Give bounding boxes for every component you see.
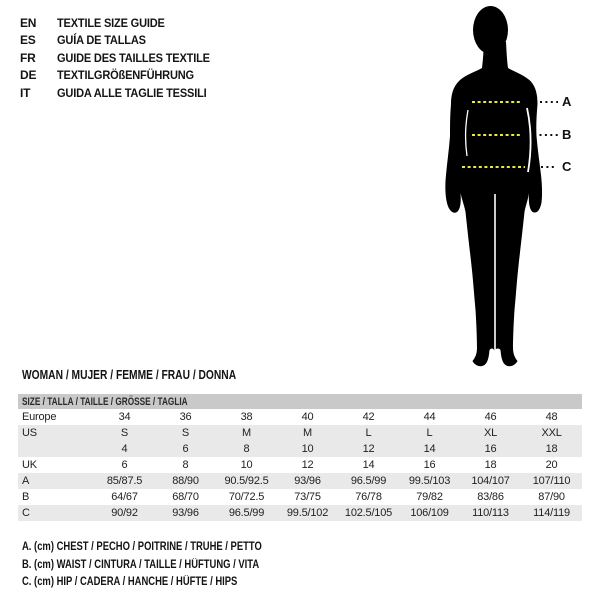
size-row-label: US: [22, 427, 37, 439]
size-value-cell: 10: [301, 443, 314, 455]
woman-figure-svg: [437, 0, 561, 372]
size-value-cell: S: [181, 427, 190, 439]
legend-item-text: C. (cm) HIP / CADERA / HANCHE / HÜFTE / HIPS: [22, 576, 238, 588]
language-label: TEXTILGRÖßENFÜHRUNG: [57, 68, 194, 83]
size-value-cell: 107/110: [532, 475, 571, 487]
size-value-cell: 93/96: [294, 475, 321, 487]
size-row-label: UK: [22, 459, 37, 471]
size-value-cell: L: [365, 427, 372, 439]
size-row: [18, 441, 582, 457]
size-value-cell: 76/78: [355, 491, 382, 503]
legend-item: [22, 576, 314, 594]
table-title-text: WOMAN / MUJER / FEMME / FRAU / DONNA: [22, 368, 237, 382]
size-value-cell: 48: [545, 411, 558, 423]
figure-area: [437, 0, 600, 372]
language-row: [20, 14, 223, 32]
size-value-cell: 85/87.5: [106, 475, 143, 487]
language-code: DE: [20, 68, 37, 83]
language-row: [20, 32, 223, 50]
size-value-cell: 40: [301, 411, 314, 423]
size-table: [18, 394, 582, 521]
size-value-cell: 12: [301, 459, 314, 471]
size-value-cell: 102.5/105: [344, 507, 393, 519]
language-code: ES: [20, 33, 36, 48]
size-value-cell: 16: [423, 459, 436, 471]
size-value-cell: XL: [483, 427, 498, 439]
table-title: [22, 368, 283, 382]
size-value-cell: 87/90: [538, 491, 565, 503]
size-value-cell: 110/113: [472, 507, 509, 519]
size-value-cell: 18: [484, 459, 497, 471]
language-code: FR: [20, 50, 36, 65]
measure-label-b: B: [562, 127, 572, 142]
size-value-cell: 90/92: [111, 507, 138, 519]
language-code: IT: [20, 85, 31, 100]
legend-item-text: B. (cm) WAIST / CINTURA / TAILLE / HÜFTUNG / VITA: [22, 558, 260, 571]
legend-item: [22, 559, 314, 577]
size-value-cell: 106/109: [410, 507, 449, 519]
size-row-label: B: [22, 491, 30, 503]
table-header-bar: [18, 394, 582, 409]
language-label: GUÍA DE TALLAS: [57, 33, 146, 48]
silhouette-body: [445, 42, 542, 366]
size-value-cell: 99.5/102: [286, 507, 329, 519]
size-value-cell: 38: [240, 411, 253, 423]
size-row: [18, 489, 582, 505]
size-value-cell: 79/82: [416, 491, 443, 503]
size-row-label: Europe: [22, 411, 57, 423]
size-value-cell: 14: [362, 459, 375, 471]
language-row: [20, 84, 223, 102]
table-header-row: [18, 394, 582, 409]
size-value-cell: 99.5/103: [408, 475, 451, 487]
size-value-cell: 73/75: [294, 491, 321, 503]
legend-item: [22, 541, 314, 559]
size-value-cell: 64/67: [111, 491, 138, 503]
size-value-cell: 88/90: [172, 475, 199, 487]
size-value-cell: 8: [243, 443, 250, 455]
size-row: [18, 409, 582, 425]
size-value-cell: M: [242, 427, 251, 439]
legend-item-text: A. (cm) CHEST / PECHO / POITRINE / TRUHE / PETTO: [22, 541, 262, 553]
size-value-cell: 46: [484, 411, 497, 423]
size-value-cell: 8: [182, 459, 189, 471]
size-value-cell: 96.5/99: [228, 507, 265, 519]
size-value-cell: 18: [545, 443, 558, 455]
language-row: [20, 67, 223, 85]
language-label: GUIDE DES TAILLES TEXTILE: [57, 50, 210, 65]
size-value-cell: 4: [121, 443, 128, 455]
size-value-cell: 42: [362, 411, 375, 423]
language-row: [20, 49, 223, 67]
size-value-cell: 44: [423, 411, 436, 423]
language-label: TEXTILE SIZE GUIDE: [57, 15, 165, 30]
size-value-cell: 20: [545, 459, 558, 471]
size-value-cell: 68/70: [172, 491, 199, 503]
language-title-list: [20, 14, 223, 102]
size-value-cell: 12: [362, 443, 375, 455]
size-row: [18, 457, 582, 473]
size-value-cell: 93/96: [172, 507, 199, 519]
size-value-cell: 114/119: [533, 507, 570, 519]
size-value-cell: 14: [423, 443, 436, 455]
language-code: EN: [20, 15, 37, 30]
size-value-cell: 104/107: [471, 475, 510, 487]
size-row: [18, 425, 582, 441]
measure-label-a: A: [562, 94, 572, 109]
size-value-cell: 96.5/99: [350, 475, 387, 487]
size-value-cell: 70/72.5: [228, 491, 265, 503]
size-value-cell: M: [303, 427, 312, 439]
size-value-cell: 16: [484, 443, 497, 455]
size-value-cell: 6: [182, 443, 189, 455]
size-row: [18, 505, 582, 521]
size-row: [18, 473, 582, 489]
size-value-cell: L: [426, 427, 433, 439]
size-row-label: A: [22, 475, 30, 487]
size-value-cell: S: [120, 427, 129, 439]
size-value-cell: 36: [179, 411, 192, 423]
size-value-cell: 83/86: [477, 491, 504, 503]
size-value-cell: XXL: [541, 427, 562, 439]
size-value-cell: 10: [240, 459, 253, 471]
size-row-label: C: [22, 507, 30, 519]
language-label: GUIDA ALLE TAGLIE TESSILI: [57, 85, 207, 100]
size-row-label: [18, 441, 94, 457]
size-value-cell: 6: [121, 459, 128, 471]
table-header-text: SIZE / TALLA / TAILLE / GRÖSSE / TAGLIA: [22, 395, 188, 408]
measurement-legend: [22, 541, 314, 594]
size-value-cell: 90.5/92.5: [224, 475, 269, 487]
size-value-cell: 34: [118, 411, 131, 423]
measure-label-c: C: [562, 159, 572, 174]
